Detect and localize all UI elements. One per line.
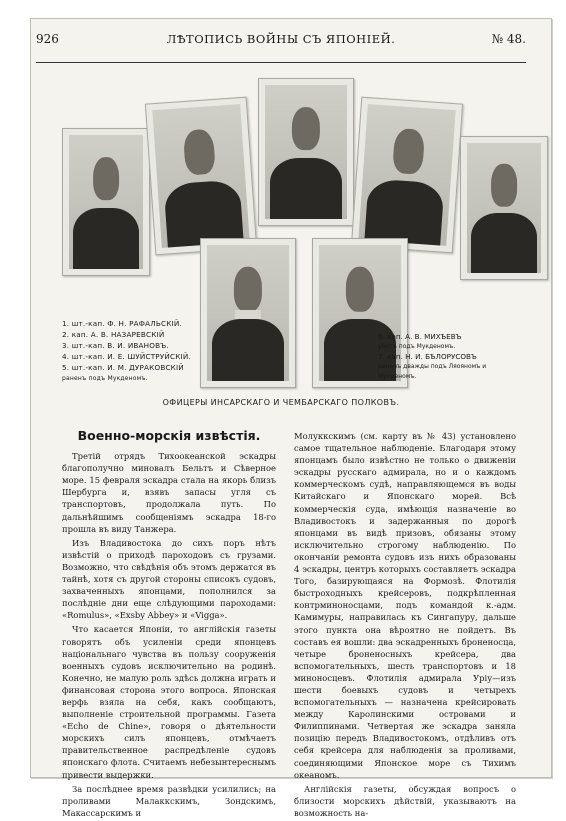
article-column-right <box>294 430 516 821</box>
article-column-left <box>62 430 276 821</box>
portrait-3 <box>258 78 354 226</box>
caption-4: 4. шт.-кап. И. Е. ШУЙСТРУЙСКІЙ. <box>62 352 191 361</box>
portrait-2 <box>145 97 257 256</box>
paragraph: Англійскія газеты, обсуждая вопросъ о близости морскихъ дѣйствій, указываютъ на возможность на- <box>294 783 516 818</box>
caption-6: 6. кап. А. В. МИХѢЕВЪ <box>378 332 462 341</box>
caption-5-note: раненъ подъ Мукденомъ. <box>62 375 148 382</box>
paragraph: Что касается Японіи, то англійскія газеты говорятъ объ усиленіи среди японцевъ національнаго чувства въ пользу сооруженія военныхъ судовъ исключительно на родинѣ. Конечно, не малую роль здѣсь должна играть и финансовая сторона этого вопроса. Японская верфь взяла на себя, какъ сообщаютъ, выполненіе строительной программы. Газета «Echo de Chine», говоря о дѣятельности морскихъ силъ японцевъ, отмѣчаетъ правительственное распредѣленіе судовъ японскаго флота. Считаемъ небезынтереснымъ привести выдержки. <box>62 624 276 780</box>
caption-6-note: убитъ подъ Мукденомъ. <box>378 343 456 350</box>
portrait-5 <box>460 136 548 280</box>
portrait-1 <box>62 128 150 276</box>
issue-number: № 48. <box>491 32 526 46</box>
page-number: 926 <box>36 32 59 46</box>
portrait-captions-left <box>62 318 282 384</box>
article-heading: Военно-морскія извѣстія. <box>77 428 261 443</box>
caption-7: 7. кап. Н. И. БѢЛОРУСОВЪ <box>378 352 477 361</box>
caption-2: 2. кап. А. В. НАЗАРЕВСКІЙ <box>62 330 165 339</box>
portrait-4 <box>351 97 463 254</box>
portrait-captions-right <box>378 332 518 382</box>
caption-5: 5. шт.-кап. И. М. ДУРАКОВСКІЙ <box>62 363 184 372</box>
paragraph: Третій отрядъ Тихоокеанской эскадры благополучно миновалъ Бельтъ и Сѣверное море. 15 февраля эскадра стала на якорь близъ Шербурга и, взявъ запасы угля съ транспортовъ, продолжала путь. По дальнѣйшимъ сообщеніямъ эскадра 18-го прошла въ виду Танжера. <box>62 451 276 534</box>
paragraph: Изъ Владивостока до сихъ поръ нѣтъ извѣстій о приходѣ пароходовъ съ грузами. Возможно, что свѣдѣнія объ этомъ держатся въ тайнѣ, хотя съ другой стороны списокъ судовъ, захваченныхъ японцами, пополнился за послѣдніе дни еще слѣдующими пароходами: «Romulus», «Exsby Abbey» и «Vigga». <box>62 537 276 621</box>
group-caption: ОФИЦЕРЫ ИНСАРСКАГО И ЧЕМБАРСКАГО ПОЛКОВЪ. <box>162 398 400 407</box>
page-header <box>36 32 526 50</box>
caption-3: 3. шт.-кап. В. И. ИВАНОВЪ. <box>62 341 169 350</box>
page-title: ЛѢТОПИСЬ ВОЙНЫ СЪ ЯПОНІЕЙ. <box>166 32 396 46</box>
paragraph: За послѣднее время развѣдки усилились; на проливами Малаккскимъ, Зондскимъ, Макассарскимъ и <box>62 783 276 818</box>
caption-7-note: раненъ дважды подъ Ляояномъ и Мукденомъ. <box>378 363 487 380</box>
header-rule <box>36 62 526 63</box>
caption-1: 1. шт.-кап. Ф. Н. РАФАЛЬСКІЙ. <box>62 319 182 328</box>
paragraph: Молуккскимъ (см. карту въ № 43) установлено самое тщательное наблюденіе. Благодаря этому японцамъ было извѣстно не только о движеніи эскадры русскаго адмирала, но и о каждомъ коммерческомъ судѣ, направляющемся въ воды Китайскаго и Японскаго морей. Всѣ коммерческія суда, имѣющія назначеніе во Владивостокъ и задержанныя по дорогѣ японцами въ видѣ призовъ, обязаны этому исключительно строгому наблюденію. По окончаніи ремонта судовъ изъ нихъ образованы 4 эскадры, центръ которыхъ составляетъ эскадра Того, базирующаяся на Формозѣ. Флотилія быстроходныхъ крейсеровъ, подкрѣпленная контрминоносцами, подъ командой к.-адм. Камимуры, направилась къ Сингапуру, дальше этого пункта она вѣроятно не пойдетъ. Въ составъ ея вошли: два эскадренныхъ броненосца, четыре броненосныхъ крейсера, два вспомогательныхъ, шесть транспортовъ и 18 миноносцевъ. Флотилія адмирала Уріу—изъ шести боевыхъ судовъ и четырехъ вспомогательныхъ — назначена крейсировать между Каролинскими островами и Филиппинами. Четвертая же эскадра заняла позицію передъ Владивостокомъ, отдѣливъ отъ себя крейсера для наблюденія за проливами, соединяющими Японское море съ Тихимъ океаномъ. <box>294 431 516 780</box>
